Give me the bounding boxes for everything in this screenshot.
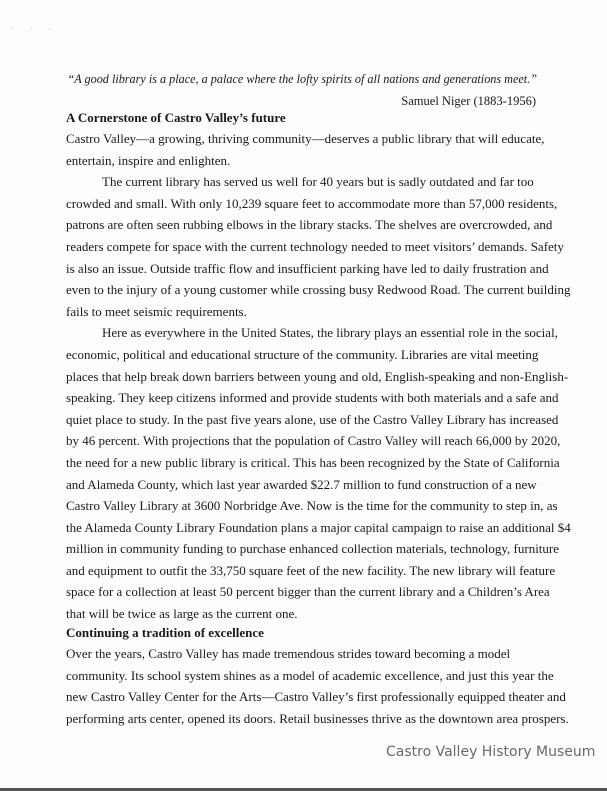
watermark: Castro Valley History Museum bbox=[386, 744, 596, 760]
paragraph-line: quiet place to study. In the past five years alone, use of the Castro Valley Library has increased bbox=[66, 411, 559, 427]
paragraph-line: Castro Valley Library at 3600 Norbridge Ave. Now is the time for the community to step in, as bbox=[66, 498, 558, 514]
paragraph-line: and equipment to outfit the 33,750 square feet of the new facility. The new library will feature bbox=[66, 562, 556, 578]
paragraph-line: performing arts center, opened its doors. Retail businesses thrive as the downtown area prospers. bbox=[66, 710, 569, 726]
paragraph-line: even to the injury of a young customer while crossing busy Redwood Road. The current building bbox=[66, 282, 571, 298]
paragraph-line: crowded and small. With only 10,239 square feet to accommodate more than 57,000 residents, bbox=[66, 195, 558, 211]
paragraph-line: patrons are often seen rubbing elbows in the library stacks. The shelves are overcrowded, and bbox=[66, 217, 553, 233]
paragraph-line: million in community funding to purchase enhanced collection materials, technology, furniture bbox=[66, 541, 560, 557]
paragraph-line: Over the years, Castro Valley has made tremendous strides toward becoming a model bbox=[66, 646, 511, 661]
paragraph-line: speaking. They keep citizens informed and provide students with both materials and a safe and bbox=[66, 390, 559, 406]
epigraph-quote: “A good library is a place, a palace where the lofty spirits of all nations and generations meet.” bbox=[67, 72, 537, 86]
paragraph-line: by 46 percent. With projections that the population of Castro Valley will reach 66,000 by 2020, bbox=[66, 433, 561, 449]
paragraph-line: is also an issue. Outside traffic flow and insufficient parking have led to daily frustration and bbox=[66, 260, 549, 276]
epigraph-attribution: Samuel Niger (1883-1956) bbox=[401, 94, 536, 108]
paragraph-line: entertain, inspire and enlighten. bbox=[66, 152, 231, 168]
paragraph-line: The current library has served us well for 40 years but is sadly outdated and far too bbox=[102, 174, 534, 190]
scan-specks: ' ' ' bbox=[12, 28, 59, 34]
paragraph-line: Here as everywhere in the United States, the library plays an essential role in the social, bbox=[102, 325, 558, 341]
paragraph-line: the need for a new public library is critical. This has been recognized by the State of California bbox=[66, 454, 560, 470]
paragraph-line: community. Its school system shines as a model of academic excellence, and just this year the bbox=[66, 667, 554, 683]
section1-heading: A Cornerstone of Castro Valley’s future bbox=[66, 110, 286, 125]
paragraph-line: space for a collection at least 50 percent bigger than the current library and a Children’s Area bbox=[66, 584, 550, 600]
paragraph-line: new Castro Valley Center for the Arts—Castro Valley’s first professionally equipped theater and bbox=[66, 689, 566, 705]
paragraph-line: and Alameda County, which last year awarded $22.7 million to fund construction of a new bbox=[66, 476, 537, 492]
section2-body bbox=[66, 643, 569, 729]
paragraph-line: the Alameda County Library Foundation plans a major capital campaign to raise an additional $4 bbox=[66, 519, 571, 535]
paragraph-line: fails to meet seismic requirements. bbox=[66, 303, 247, 319]
section1-body bbox=[66, 128, 571, 625]
paragraph-line: places that help break down barriers between young and old, English-speaking and non-English- bbox=[66, 368, 569, 384]
section2-heading: Continuing a tradition of excellence bbox=[66, 625, 264, 640]
paragraph-line: Castro Valley—a growing, thriving community—deserves a public library that will educate, bbox=[66, 131, 545, 146]
paragraph-line: readers compete for space with the current technology needed to meet visitors’ demands. Safety bbox=[66, 238, 564, 254]
paragraph-line: that will be twice as large as the current one. bbox=[66, 606, 298, 622]
paragraph-line: economic, political and educational structure of the community. Libraries are vital meeting bbox=[66, 346, 539, 362]
